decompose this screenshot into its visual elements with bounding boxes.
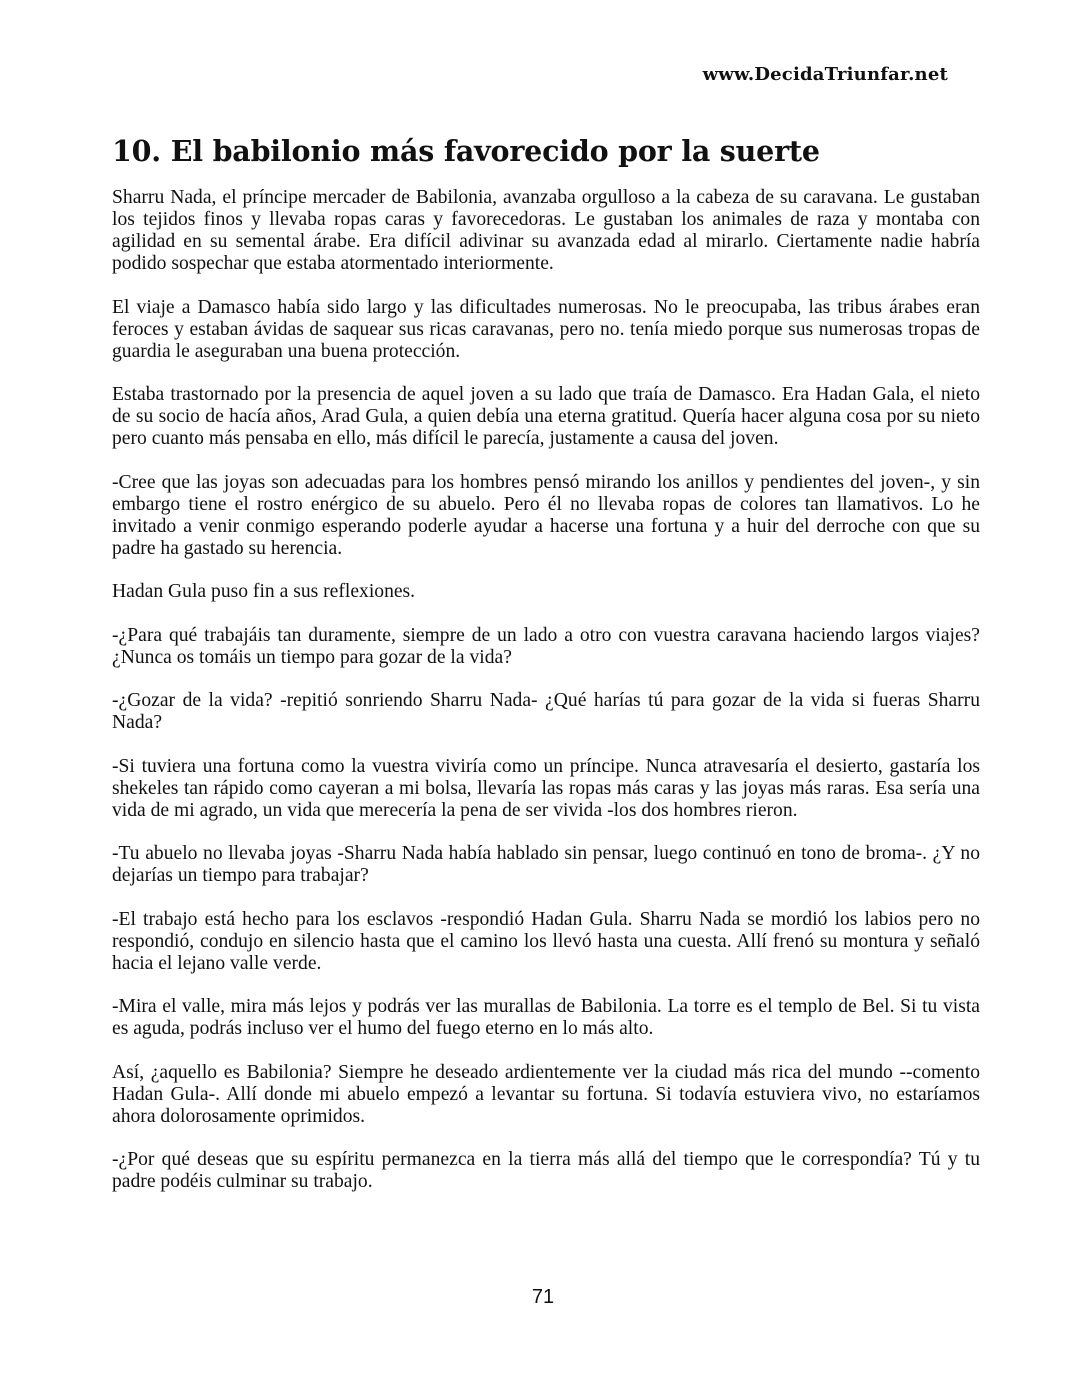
site-url-header: www.DecidaTriunfar.net: [702, 64, 948, 85]
paragraph: -El trabajo está hecho para los esclavos -respondió Hadan Gula. Sharru Nada se mordió los labios pero no respondió, condujo en silencio hasta que el camino los llevó hasta una cuesta. Allí frenó su montura y señaló hacia el lejano valle verde.: [112, 908, 980, 974]
paragraph: -Tu abuelo no llevaba joyas -Sharru Nada había hablado sin pensar, luego continuó en tono de broma-. ¿Y no dejarías un tiempo para trabajar?: [112, 843, 980, 886]
paragraph: El viaje a Damasco había sido largo y las dificultades numerosas. No le preocupaba, las tribus árabes eran feroces y estaban ávidas de saquear sus ricas caravanas, pero no. tenía miedo porque sus numerosas tropas de guardia le aseguraban una buena protección.: [112, 296, 980, 362]
paragraph: Estaba trastornado por la presencia de aquel joven a su lado que traía de Damasco. Era Hadan Gala, el nieto de su socio de hacía años, Arad Gula, a quien debía una eterna gratitud. Quería hacer alguna cosa por su nieto pero cuanto más pensaba en ello, más difícil le parecía, justamente a causa del joven.: [112, 384, 980, 449]
page-number: 71: [531, 1286, 555, 1308]
paragraph: -Mira el valle, mira más lejos y podrás ver las murallas de Babilonia. La torre es el templo de Bel. Si tu vista es aguda, podrás incluso ver el humo del fuego eterno en lo más alto.: [112, 996, 980, 1039]
paragraph: -Cree que las joyas son adecuadas para los hombres pensó mirando los anillos y pendientes del joven-, y sin embargo tiene el rostro enérgico de su abuelo. Pero él no llevaba ropas de colores tan llamativos. Lo he invitado a venir conmigo esperando poderle ayudar a hacerse una fortuna y a huir del derroche con que su padre ha gastado su herencia.: [112, 471, 980, 559]
body-text: [112, 187, 980, 1215]
chapter-title: 10. El babilonio más favorecido por la suerte: [112, 134, 820, 168]
paragraph: Hadan Gula puso fin a sus reflexiones.: [112, 581, 416, 602]
paragraph: -Si tuviera una fortuna como la vuestra viviría como un príncipe. Nunca atravesaría el desierto, gastaría los shekeles tan rápido como cayeran a mi bolsa, llevaría las ropas más caras y las joyas más raras. Esa sería una vida de mi agrado, un vida que merecería la pena de ser vivida -los dos hombres rieron.: [112, 755, 980, 821]
paragraph: Así, ¿aquello es Babilonia? Siempre he deseado ardientemente ver la ciudad más rica del mundo --comento Hadan Gula-. Allí donde mi abuelo empezó a levantar su fortuna. Si todavía estuviera vivo, no estaríamos ahora dolorosamente oprimidos.: [112, 1061, 980, 1127]
paragraph: -¿Por qué deseas que su espíritu permanezca en la tierra más allá del tiempo que le correspondía? Tú y tu padre podéis culminar su trabajo.: [112, 1149, 980, 1192]
paragraph: -¿Para qué trabajáis tan duramente, siempre de un lado a otro con vuestra caravana haciendo largos viajes? ¿Nunca os tomáis un tiempo para gozar de la vida?: [112, 624, 980, 668]
paragraph: -¿Gozar de la vida? -repitió sonriendo Sharru Nada- ¿Qué harías tú para gozar de la vida si fueras Sharru Nada?: [112, 690, 980, 733]
paragraph: Sharru Nada, el príncipe mercader de Babilonia, avanzaba orgulloso a la cabeza de su caravana. Le gustaban los tejidos finos y llevaba ropas caras y favorecedoras. Le gustaban los animales de raza y montaba con agilidad en su semental árabe. Era difícil adivinar su avanzada edad al mirarlo. Ciertamente nadie habría podido sospechar que estaba atormentado interiormente.: [112, 187, 980, 274]
